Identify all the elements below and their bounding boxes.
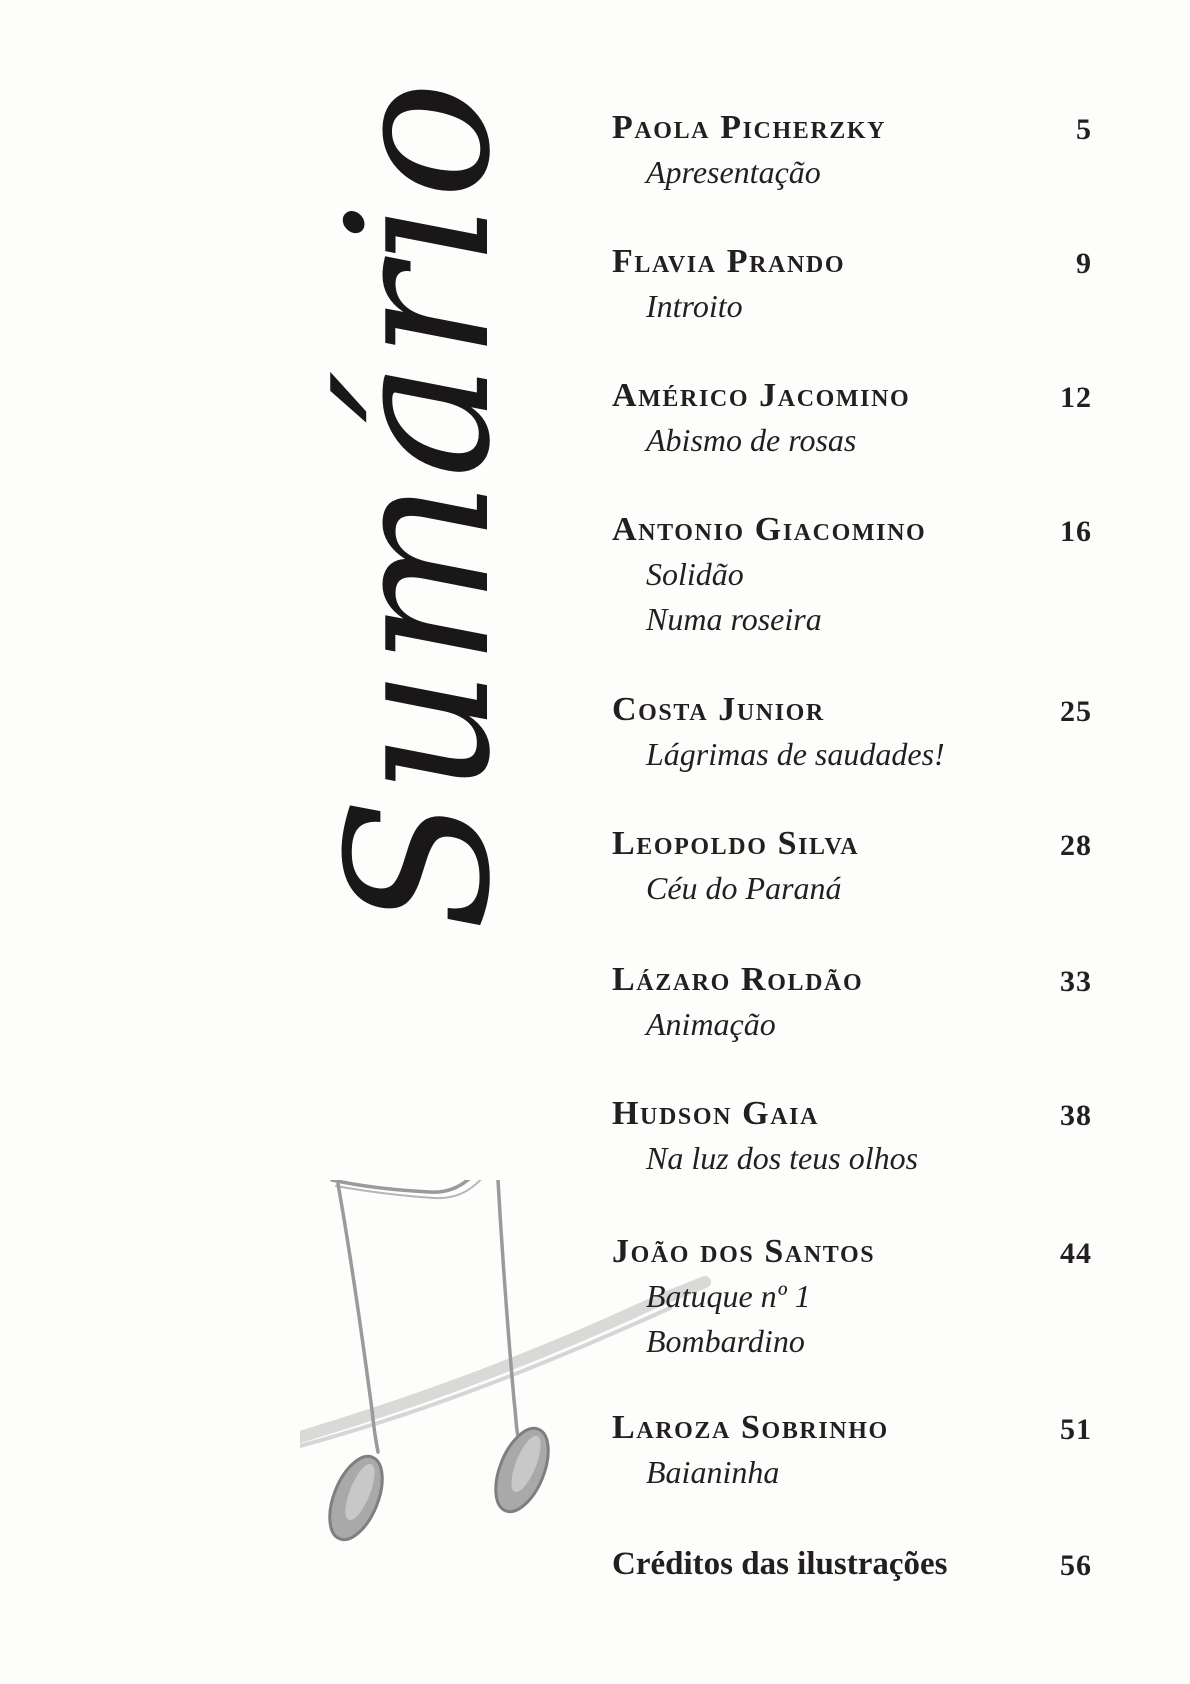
entry-works: [646, 552, 1092, 642]
entry-page-number: 51: [1060, 1413, 1092, 1446]
entry-author: Paola Picherzky: [612, 109, 887, 146]
toc-entry: [612, 1408, 1092, 1495]
work-title: Solidão: [646, 556, 744, 592]
toc-entry: [612, 242, 1092, 329]
work-title: Na luz dos teus olhos: [646, 1140, 919, 1176]
entry-works: [646, 418, 1092, 463]
entry-page-number: 5: [1076, 113, 1092, 146]
entry-page-number: 25: [1060, 695, 1092, 728]
toc-entry: [612, 510, 1092, 642]
work-title: Batuque nº 1: [646, 1278, 811, 1314]
credits-label: Créditos das ilustrações: [612, 1546, 948, 1582]
toc-entry: [612, 960, 1092, 1047]
entry-works: [646, 866, 1092, 911]
work-title: Animação: [646, 1006, 776, 1042]
toc-entry: [612, 108, 1092, 195]
toc-entry: [612, 1094, 1092, 1181]
entry-author: Laroza Sobrinho: [612, 1409, 889, 1446]
credits-page-number: 56: [1060, 1549, 1092, 1582]
entry-author: Antonio Giacomino: [612, 511, 927, 548]
entry-author: Flavia Prando: [612, 243, 846, 280]
page-title: Sumário: [306, 79, 534, 931]
work-title: Abismo de rosas: [646, 422, 857, 458]
toc-credits-entry: [612, 1544, 1092, 1584]
entry-works: [646, 1450, 1092, 1495]
work-title: Céu do Paraná: [646, 870, 842, 906]
work-title: Numa roseira: [646, 601, 822, 637]
toc-entry: [612, 690, 1092, 777]
toc-entry: [612, 1232, 1092, 1364]
work-title: Lágrimas de saudades!: [646, 736, 945, 772]
entry-works: [646, 1002, 1092, 1047]
entry-works: [646, 1274, 1092, 1364]
entry-works: [646, 1136, 1092, 1181]
entry-page-number: 38: [1060, 1099, 1092, 1132]
entry-author: Leopoldo Silva: [612, 825, 860, 862]
entry-works: [646, 150, 1092, 195]
entry-author: João dos Santos: [612, 1233, 876, 1270]
entry-page-number: 44: [1060, 1237, 1092, 1270]
work-title: Apresentação: [646, 154, 821, 190]
entry-author: Costa Junior: [612, 691, 825, 728]
entry-page-number: 9: [1076, 247, 1092, 280]
work-title: Bombardino: [646, 1323, 805, 1359]
title-container: [306, 79, 534, 931]
entry-works: [646, 732, 1092, 777]
entry-page-number: 16: [1060, 515, 1092, 548]
entry-author: Lázaro Roldão: [612, 961, 864, 998]
work-title: Baianinha: [646, 1454, 780, 1490]
toc-entry: [612, 824, 1092, 911]
entry-author: Hudson Gaia: [612, 1095, 820, 1132]
toc-entry: [612, 376, 1092, 463]
work-title: Introito: [646, 288, 743, 324]
entry-author: Américo Jacomino: [612, 377, 911, 414]
entry-page-number: 33: [1060, 965, 1092, 998]
entry-page-number: 28: [1060, 829, 1092, 862]
entry-works: [646, 284, 1092, 329]
entry-page-number: 12: [1060, 381, 1092, 414]
